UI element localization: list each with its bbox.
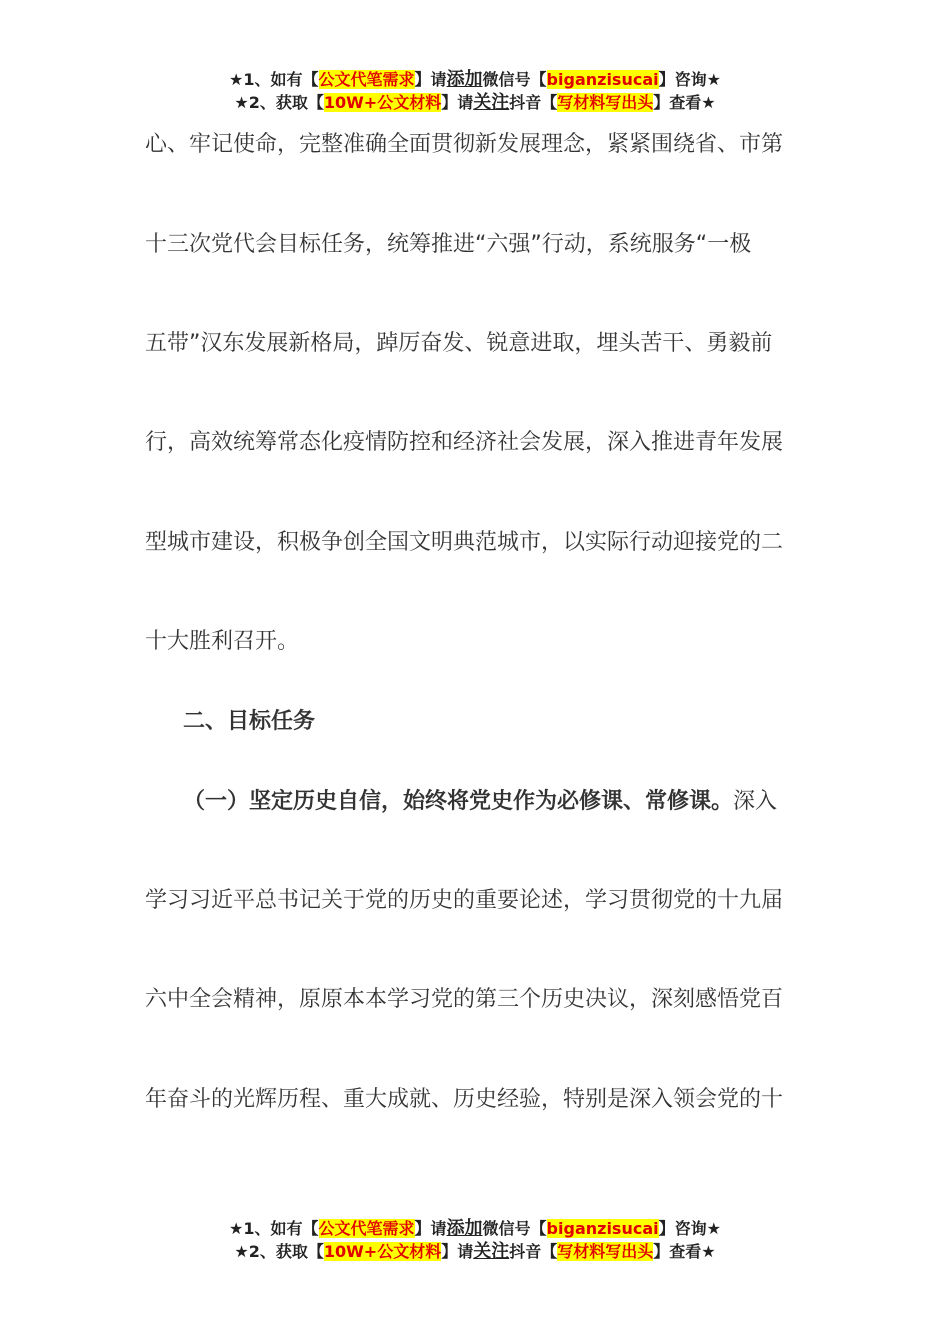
banner-line-2 — [0, 91, 950, 114]
body-line: 学习习近平总书记关于党的历史的重要论述，学习贯彻党的十九届 — [145, 888, 784, 913]
subsection-text: 深入 — [733, 789, 778, 814]
body-line: 五带”汉东发展新格局，踔厉奋发、锐意进取，埋头苦干、勇毅前 — [145, 331, 773, 356]
banner-highlight: 写材料写出头 — [557, 93, 654, 112]
banner-emphasis: 添加 — [446, 1218, 483, 1239]
banner-highlight: 10W+公文材料 — [323, 1242, 442, 1261]
banner-text: 】咨询★ — [658, 70, 721, 89]
banner-emphasis: 关注 — [473, 92, 510, 113]
banner-highlight: 公文代笔需求 — [318, 70, 415, 89]
banner-text: ★1、如有【 — [229, 70, 319, 89]
body-line: 心、牢记使命，完整准确全面贯彻新发展理念，紧紧围绕省、市第 — [145, 132, 784, 157]
banner-text: 】查看★ — [653, 93, 716, 112]
section-heading: 二、目标任务 — [183, 709, 316, 734]
banner-highlight: biganzisucai — [546, 70, 659, 89]
banner-text: ★2、获取【 — [234, 93, 324, 112]
banner-text: 微信号【 — [482, 1219, 547, 1238]
banner-line-1 — [0, 1217, 950, 1240]
banner-text: 抖音【 — [509, 93, 558, 112]
banner-highlight: 公文代笔需求 — [318, 1219, 415, 1238]
banner-highlight: 写材料写出头 — [557, 1242, 654, 1261]
banner-text: ★2、获取【 — [234, 1242, 324, 1261]
banner-highlight: biganzisucai — [546, 1219, 659, 1238]
body-line: 六中全会精神，原原本本学习党的第三个历史决议，深刻感悟党百 — [145, 987, 784, 1012]
banner-text: 】查看★ — [653, 1242, 716, 1261]
body-line: 十大胜利召开。 — [145, 629, 300, 654]
banner-emphasis: 添加 — [446, 69, 483, 90]
banner-text: 微信号【 — [482, 70, 547, 89]
body-line: 型城市建设，积极争创全国文明典范城市，以实际行动迎接党的二 — [145, 530, 784, 555]
body-line: 年奋斗的光辉历程、重大成就、历史经验，特别是深入领会党的十 — [145, 1087, 784, 1112]
body-line: 十三次党代会目标任务，统筹推进“六强”行动，系统服务“一极 — [145, 232, 752, 257]
banner-text: 】请 — [441, 93, 474, 112]
banner-line-2 — [0, 1240, 950, 1263]
subsection-line — [183, 787, 813, 817]
bottom-banner — [0, 1217, 950, 1263]
top-banner — [0, 68, 950, 114]
banner-text: 】请 — [414, 1219, 447, 1238]
banner-highlight: 10W+公文材料 — [323, 93, 442, 112]
body-line: 行，高效统筹常态化疫情防控和经济社会发展，深入推进青年发展 — [145, 430, 784, 455]
banner-text: 抖音【 — [509, 1242, 558, 1261]
banner-line-1 — [0, 68, 950, 91]
banner-text: ★1、如有【 — [229, 1219, 319, 1238]
banner-emphasis: 关注 — [473, 1241, 510, 1262]
banner-text: 】咨询★ — [658, 1219, 721, 1238]
banner-text: 】请 — [441, 1242, 474, 1261]
banner-text: 】请 — [414, 70, 447, 89]
subsection-title: （一）坚定历史自信，始终将党史作为必修课、常修课。 — [183, 789, 734, 814]
